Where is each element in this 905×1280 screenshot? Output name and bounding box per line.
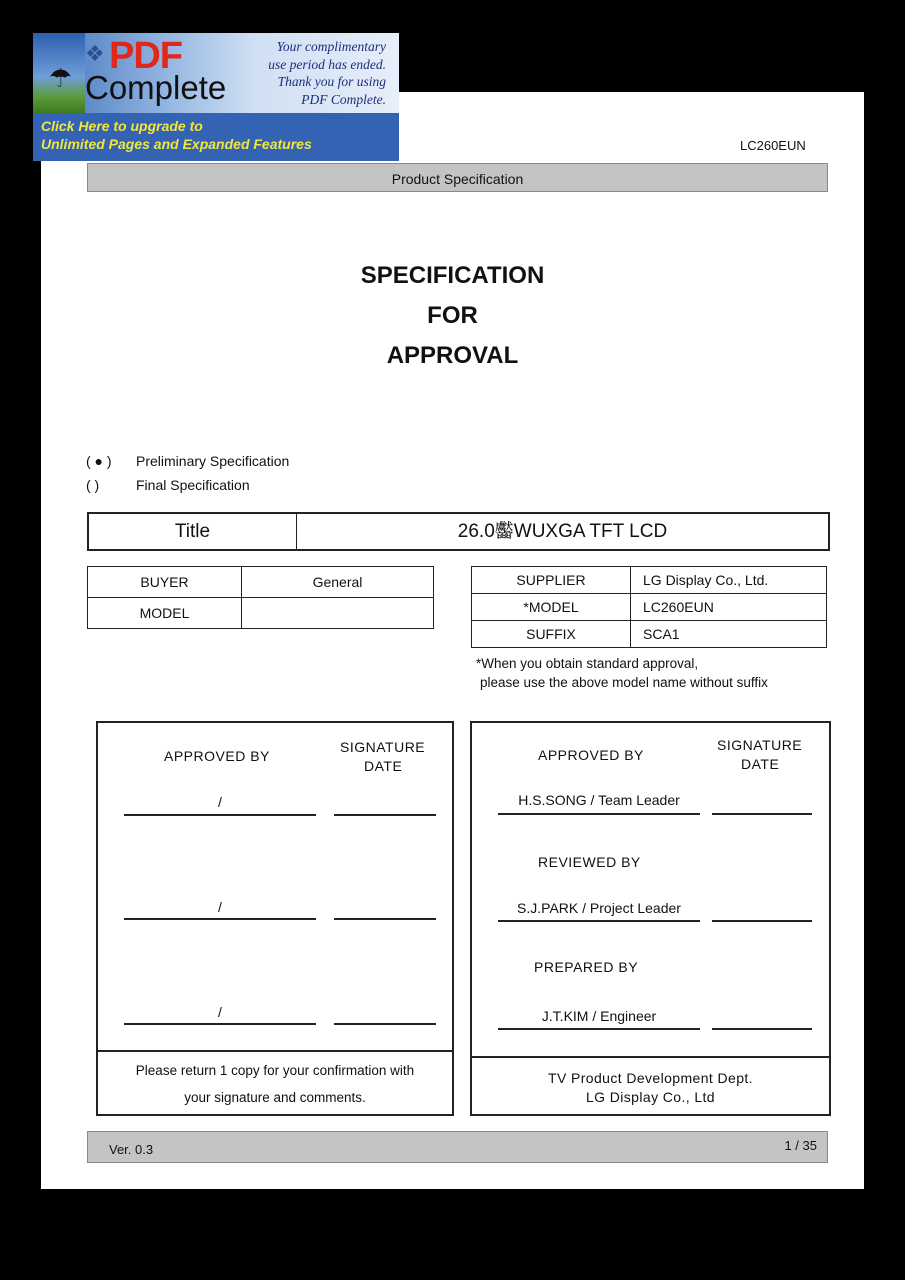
signature-line-2[interactable] <box>334 918 436 920</box>
right-signature-label: SIGNATURE <box>717 737 803 753</box>
header-title: Product Specification <box>391 171 524 187</box>
left-note-1: Please return 1 copy for your confirmation with <box>135 1063 415 1078</box>
banner-message: Your complimentary use period has ended. Thank you for using PDF Complete. <box>268 39 386 107</box>
left-approved-by: APPROVED BY <box>164 748 270 764</box>
header-bar <box>87 163 828 192</box>
customer-approval-box <box>96 721 454 1116</box>
right-signature-line-1[interactable] <box>712 813 812 815</box>
buyer-table <box>87 566 434 629</box>
right-date-label: DATE <box>741 756 780 772</box>
pdf-complete-banner[interactable] <box>33 33 399 161</box>
title-line-1: SPECIFICATION <box>360 262 545 289</box>
left-slash-2: / <box>218 899 222 915</box>
final-label: Final Specification <box>136 477 250 493</box>
preliminary-radio[interactable]: ( ● ) <box>86 453 112 469</box>
preparer-name: J.T.KIM / Engineer <box>541 1008 657 1024</box>
final-radio[interactable]: ( ) <box>86 477 100 493</box>
preliminary-label: Preliminary Specification <box>136 453 290 469</box>
supplier-label: SUPPLIER <box>472 567 631 594</box>
buyer-label: BUYER <box>88 567 242 598</box>
supplier-table <box>471 566 827 648</box>
footer-version: Ver. 0.3 <box>109 1142 154 1157</box>
signature-line-1[interactable] <box>334 814 436 816</box>
right-reviewer-line <box>498 920 700 922</box>
banner-logo-pdf: PDF <box>109 35 182 77</box>
reviewed-by-label: REVIEWED BY <box>538 854 641 870</box>
title-line-2: FOR <box>427 302 478 329</box>
right-signature-line-2[interactable] <box>712 920 812 922</box>
left-slash-1: / <box>218 794 222 810</box>
signature-line-3[interactable] <box>334 1023 436 1025</box>
approver-line-1[interactable] <box>124 814 316 816</box>
supplier-note-1: *When you obtain standard approval, <box>476 656 699 671</box>
title-value: 26.0齾WUXGA TFT LCD <box>457 521 668 542</box>
model-code: LC260EUN <box>740 138 806 153</box>
banner-top-panel <box>33 33 399 113</box>
left-slash-3: / <box>218 1004 222 1020</box>
dept-line-1: TV Product Development Dept. <box>548 1070 753 1086</box>
left-box-divider <box>98 1050 452 1052</box>
umbrella-figure-icon: ☂ <box>49 63 73 93</box>
prepared-by-label: PREPARED BY <box>534 959 639 975</box>
upgrade-link[interactable]: Click Here to upgrade to Unlimited Pages and Expanded Features <box>41 118 312 152</box>
right-preparer-line <box>498 1028 700 1030</box>
stacked-pages-icon: ❖ <box>85 41 105 66</box>
approver-line-2[interactable] <box>124 918 316 920</box>
left-date-label: DATE <box>364 758 403 774</box>
footer-page-number: 1 / 35 <box>784 1138 817 1153</box>
buyer-model-value <box>242 598 434 629</box>
left-note-2: your signature and comments. <box>184 1090 366 1105</box>
suffix-label: SUFFIX <box>472 621 631 648</box>
supplier-note-2: please use the above model name without suffix <box>480 675 768 690</box>
left-signature-label: SIGNATURE <box>340 739 426 755</box>
buyer-value: General <box>242 567 434 598</box>
title-line-3: APPROVAL <box>386 342 519 369</box>
banner-upgrade-panel[interactable] <box>33 113 399 161</box>
approver-line-3[interactable] <box>124 1023 316 1025</box>
dept-line-2: LG Display Co., Ltd <box>586 1089 715 1105</box>
supplier-model-label: *MODEL <box>472 594 631 621</box>
right-approver-line <box>498 813 700 815</box>
footer-bar <box>87 1131 828 1163</box>
supplier-model-value: LC260EUN <box>631 594 827 621</box>
approver-name: H.S.SONG / Team Leader <box>518 792 680 808</box>
title-label: Title <box>89 514 297 549</box>
reviewer-name: S.J.PARK / Project Leader <box>517 900 681 916</box>
title-box <box>87 512 830 551</box>
right-signature-line-3[interactable] <box>712 1028 812 1030</box>
buyer-model-label: MODEL <box>88 598 242 629</box>
right-box-divider <box>472 1056 829 1058</box>
supplier-value: LG Display Co., Ltd. <box>631 567 827 594</box>
banner-logo-complete: Complete <box>85 69 227 106</box>
suffix-value: SCA1 <box>631 621 827 648</box>
supplier-approval-box <box>470 721 831 1116</box>
right-approved-by: APPROVED BY <box>538 747 644 763</box>
